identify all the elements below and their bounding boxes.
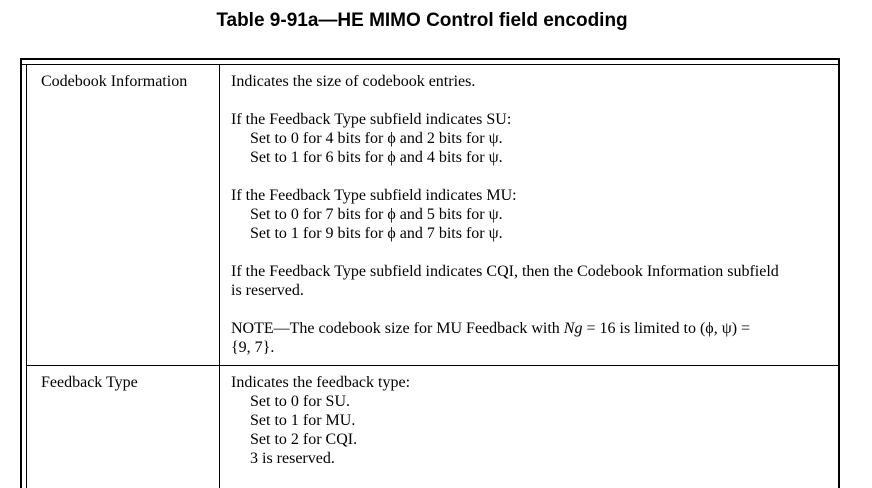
- description-line: Indicates the size of codebook entries.: [231, 73, 476, 90]
- field-name-codebook-information: Codebook Information: [41, 73, 188, 90]
- cqi-line-1: If the Feedback Type subfield indicates CQI, then the Codebook Information subfield: [231, 263, 779, 280]
- su-option-1: Set to 1 for 6 bits for ϕ and 4 bits for ψ.: [250, 149, 503, 166]
- su-heading: If the Feedback Type subfield indicates SU:: [231, 111, 512, 128]
- table-left-border: [20, 58, 22, 488]
- mu-paragraph: [231, 186, 779, 243]
- codebook-information-description: [231, 72, 779, 357]
- feedback-option-mu: Set to 1 for MU.: [250, 412, 356, 429]
- field-name-feedback-type: Feedback Type: [41, 374, 138, 391]
- note-line-1: [231, 319, 779, 338]
- feedback-option-cqi: Set to 2 for CQI.: [250, 431, 358, 448]
- note-paragraph: [231, 319, 779, 357]
- mu-option-0: Set to 0 for 7 bits for ϕ and 5 bits for ψ.: [250, 206, 503, 223]
- table-top-border: [20, 58, 840, 60]
- cqi-paragraph: [231, 262, 779, 300]
- su-paragraph: [231, 110, 779, 167]
- feedback-type-description: [231, 373, 410, 468]
- description-paragraph: [231, 72, 779, 91]
- su-option-0: Set to 0 for 4 bits for ϕ and 2 bits for ψ.: [250, 130, 503, 147]
- feedback-option-su: Set to 0 for SU.: [250, 393, 350, 410]
- note-variable: Ng: [563, 320, 583, 337]
- feedback-type-heading: Indicates the feedback type:: [231, 374, 411, 391]
- table-right-border: [838, 58, 840, 488]
- table-row-divider: [26, 365, 838, 366]
- table-left-inner-border: [26, 64, 27, 488]
- mu-heading: If the Feedback Type subfield indicates MU:: [231, 187, 517, 204]
- note-line-2: {9, 7}.: [231, 339, 275, 356]
- feedback-option-reserved: 3 is reserved.: [250, 450, 335, 467]
- cqi-line-2: is reserved.: [231, 282, 304, 299]
- table-title: Table 9-91a—HE MIMO Control field encoding: [216, 10, 628, 31]
- mu-option-1: Set to 1 for 9 bits for ϕ and 7 bits for ψ.: [250, 225, 503, 242]
- note-prefix: NOTE—The codebook size for MU Feedback with: [231, 320, 564, 337]
- table-column-divider: [219, 64, 220, 488]
- encoding-table: [20, 58, 840, 488]
- table-header-rule: [20, 64, 840, 65]
- note-suffix: = 16 is limited to (ϕ, ψ) =: [582, 320, 751, 337]
